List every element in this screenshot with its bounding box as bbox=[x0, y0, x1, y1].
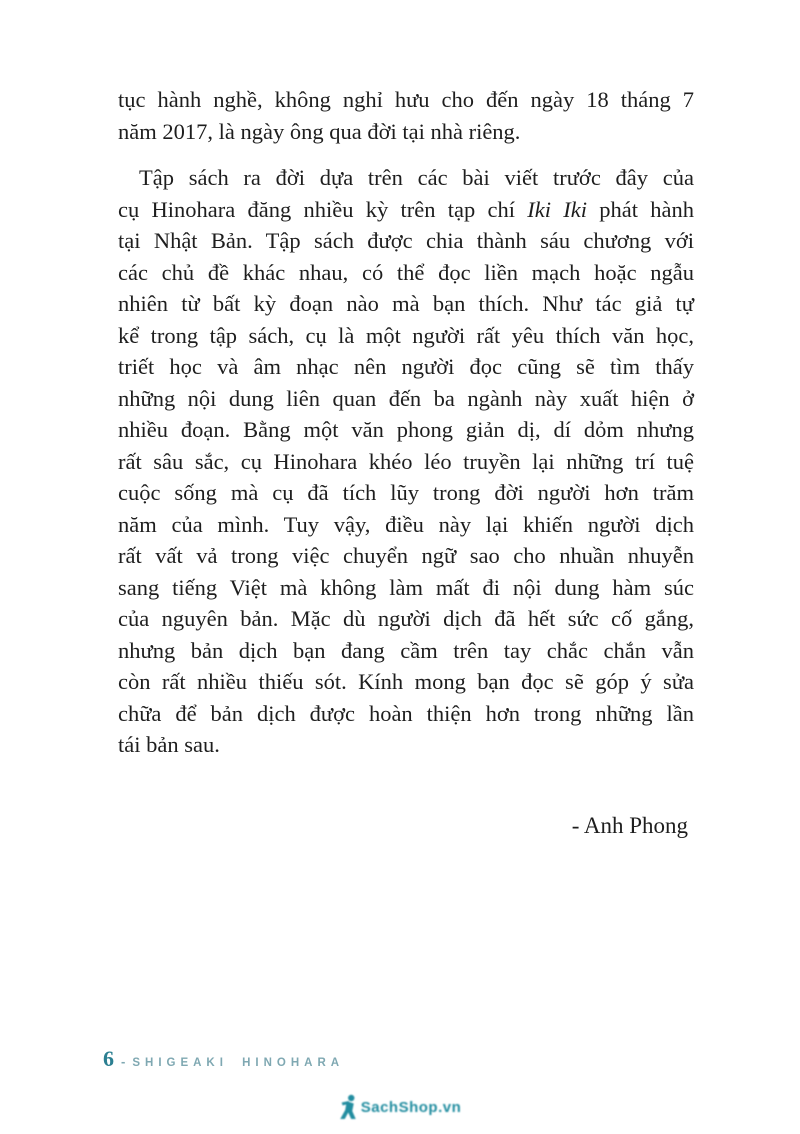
text-line: nhiên từ bất kỳ đoạn nào mà bạn thích. Như tác giả tự bbox=[118, 291, 694, 316]
text-line: rất sâu sắc, cụ Hinohara khéo léo truyền lại những trí tuệ bbox=[118, 448, 694, 474]
paragraph bbox=[118, 162, 694, 761]
text-line: kể trong tập sách, cụ là một người rất yêu thích văn học, bbox=[118, 322, 694, 348]
person-reading-icon bbox=[339, 1094, 358, 1121]
text-line: chữa để bản dịch được hoàn thiện hơn trong những lần bbox=[118, 700, 694, 726]
page-body bbox=[118, 84, 694, 841]
text-line: năm của mình. Tuy vậy, điều này lại khiến người dịch bbox=[118, 511, 694, 537]
paragraph bbox=[118, 84, 694, 147]
text-line: của nguyên bản. Mặc dù người dịch đã hết sức cố gắng, bbox=[118, 606, 694, 631]
text-line: tái bản sau. bbox=[118, 732, 220, 757]
footer-separator: - bbox=[121, 1054, 126, 1069]
page-number: 6 bbox=[103, 1046, 114, 1071]
page-footer bbox=[103, 1046, 344, 1072]
text-line: cuộc sống mà cụ đã tích lũy trong đời người hơn trăm bbox=[118, 480, 694, 505]
text-line: rất vất vả trong việc chuyển ngữ sao cho nhuần nhuyễn bbox=[118, 543, 694, 568]
translator-signature: - Anh Phong bbox=[571, 812, 688, 838]
text-line: tại Nhật Bản. Tập sách được chia thành sáu chương với bbox=[118, 228, 694, 253]
book-title: SHIGEAKI HINOHARA bbox=[132, 1057, 345, 1069]
text-line: sang tiếng Việt mà không làm mất đi nội dung hàm súc bbox=[118, 574, 694, 600]
watermark-text: SachShop.vn bbox=[360, 1099, 462, 1116]
text-line: các chủ đề khác nhau, có thể đọc liền mạch hoặc ngẫu bbox=[118, 259, 694, 285]
paragraphs-container bbox=[118, 84, 694, 761]
text-line: nhưng bản dịch bạn đang cầm trên tay chắc chắn vẫn bbox=[118, 637, 694, 663]
text-line: triết học và âm nhạc nên người đọc cũng sẽ tìm thấy bbox=[118, 354, 694, 379]
text-line: còn rất nhiều thiếu sót. Kính mong bạn đọc sẽ góp ý sửa bbox=[118, 669, 694, 694]
text-line: tục hành nghề, không nghỉ hưu cho đến ngày 18 tháng 7 bbox=[118, 87, 694, 112]
text-line: năm 2017, là ngày ông qua đời tại nhà riêng. bbox=[118, 118, 521, 144]
text-line: cụ Hinohara đăng nhiều kỳ trên tạp chí Iki Iki phát hành bbox=[118, 196, 694, 222]
text-line: những nội dung liên quan đến ba ngành này xuất hiện ở bbox=[118, 385, 694, 411]
text-line: nhiều đoạn. Bằng một văn phong giản dị, dí dỏm nhưng bbox=[118, 417, 694, 442]
text-line: Tập sách ra đời dựa trên các bài viết trước đây của bbox=[139, 165, 694, 190]
watermark bbox=[339, 1094, 462, 1121]
